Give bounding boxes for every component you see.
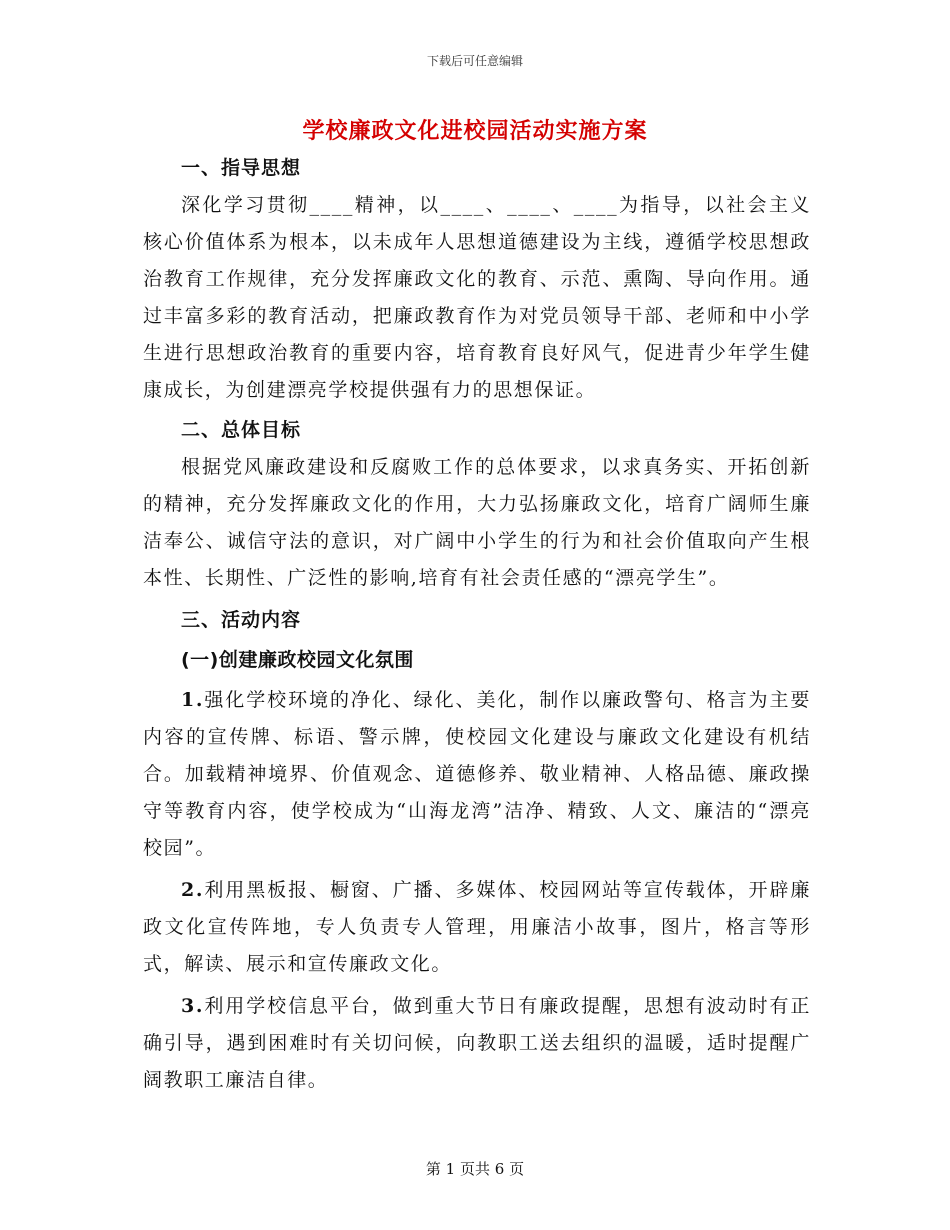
section-heading-overall-goal: 二、总体目标 xyxy=(181,419,302,441)
section-heading-activity-content: 三、活动内容 xyxy=(181,609,302,631)
list-item-text: 强化学校环境的净化、绿化、美化，制作以廉政警句、格言为主要内容的宣传牌、标语、警示牌，使校园文化建设与廉政文化建设有机结合。加载精神境界、价值观念、道德修养、敬业精神、人格品德、廉政操守等教育内容，使学校成为“山海龙湾”洁净、精致、人文、廉洁的“漂亮校园”。 xyxy=(143,689,811,859)
list-item-text: 利用学校信息平台，做到重大节日有廉政提醒，思想有波动时有正确引导，遇到困难时有关切问候，向教职工送去组织的温暖，适时提醒广阔教职工廉洁自律。 xyxy=(143,995,811,1091)
list-item-number: 2. xyxy=(181,879,205,901)
sub-heading-campus-atmosphere: (一)创建廉政校园文化氛围 xyxy=(181,649,414,671)
document-title: 学校廉政文化进校园活动实施方案 xyxy=(302,118,648,144)
list-item-3 xyxy=(143,988,811,1099)
page-footer: 第 1 页共 6 页 xyxy=(425,1160,525,1178)
paragraph-overall-goal: 根据党风廉政建设和反腐败工作的总体要求，以求真务实、开拓创新的精神，充分发挥廉政文化的作用，大力弘扬廉政文化，培育广阔师生廉洁奉公、诚信守法的意识，对广阔中小学生的行为和社会价值取向产生根本性、长期性、广泛性的影响,培育有社会责任感的“漂亮学生”。 xyxy=(143,456,811,589)
list-item-number: 1. xyxy=(181,689,205,711)
list-item-number: 3. xyxy=(181,995,205,1017)
header-note: 下载后可任意编辑 xyxy=(426,54,523,68)
section-heading-guiding-ideology: 一、指导思想 xyxy=(181,157,302,179)
list-item-2 xyxy=(143,872,811,983)
document-body xyxy=(143,150,811,1099)
list-item-1 xyxy=(143,682,811,867)
list-item-text: 利用黑板报、橱窗、广播、多媒体、校园网站等宣传载体，开辟廉政文化宣传阵地，专人负责专人管理，用廉洁小故事，图片，格言等形式，解读、展示和宣传廉政文化。 xyxy=(143,879,811,975)
paragraph-guiding-ideology: 深化学习贯彻____精神，以____、____、____为指导，以社会主义核心价值体系为根本，以未成年人思想道德建设为主线，遵循学校思想政治教育工作规律，充分发挥廉政文化的教育、示范、熏陶、导向作用。通过丰富多彩的教育活动，把廉政教育作为对党员领导干部、老师和中小学生进行思想政治教育的重要内容，培育教育良好风气，促进青少年学生健康成长，为创建漂亮学校提供强有力的思想保证。 xyxy=(143,194,811,401)
